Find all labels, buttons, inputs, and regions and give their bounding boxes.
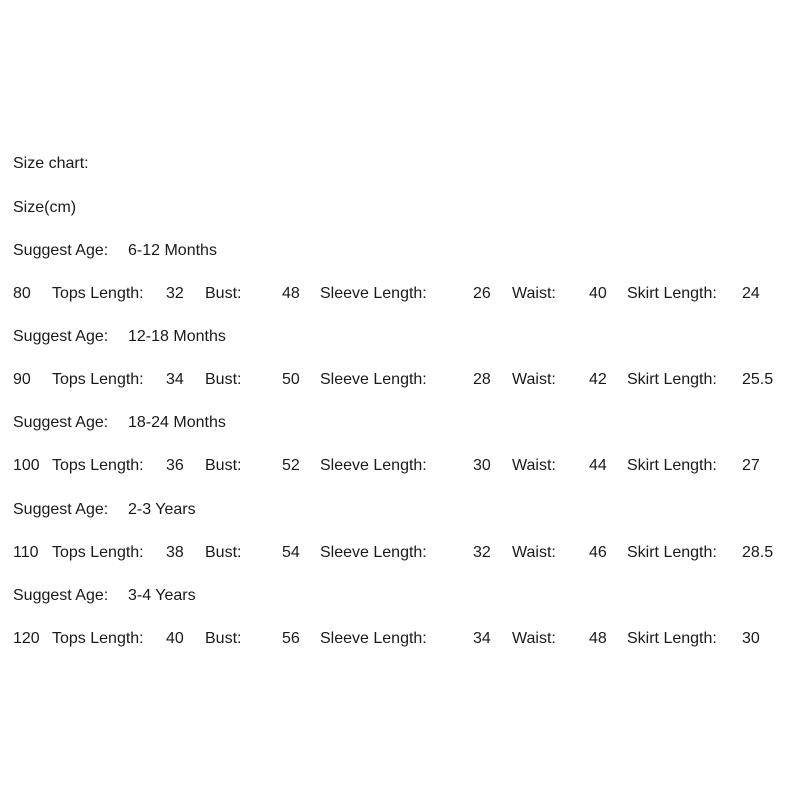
waist-value: 40 xyxy=(589,285,607,302)
waist-label: Waist: xyxy=(512,630,556,647)
tops-length-value: 36 xyxy=(166,457,184,474)
size-row xyxy=(0,543,800,563)
bust-label: Bust: xyxy=(205,544,242,561)
waist-label: Waist: xyxy=(512,457,556,474)
age-label: Suggest Age: xyxy=(13,587,109,604)
skirt-length-label: Skirt Length: xyxy=(627,457,717,474)
bust-label: Bust: xyxy=(205,457,242,474)
size-value: 120 xyxy=(13,630,40,647)
skirt-length-label: Skirt Length: xyxy=(627,285,717,302)
size-row xyxy=(0,629,800,649)
tops-length-value: 38 xyxy=(166,544,184,561)
tops-length-value: 40 xyxy=(166,630,184,647)
age-label: Suggest Age: xyxy=(13,328,109,345)
waist-value: 48 xyxy=(589,630,607,647)
sleeve-length-label: Sleeve Length: xyxy=(320,544,427,561)
skirt-length-value: 25.5 xyxy=(742,371,774,388)
sleeve-length-value: 34 xyxy=(473,630,491,647)
age-line xyxy=(0,586,800,606)
size-row xyxy=(0,370,800,390)
waist-value: 46 xyxy=(589,544,607,561)
bust-value: 56 xyxy=(282,630,300,647)
sleeve-length-value: 28 xyxy=(473,371,491,388)
tops-length-value: 32 xyxy=(166,285,184,302)
size-row xyxy=(0,284,800,304)
waist-value: 42 xyxy=(589,371,607,388)
size-value: 110 xyxy=(13,544,39,561)
bust-label: Bust: xyxy=(205,285,242,302)
bust-value: 52 xyxy=(282,457,300,474)
bust-value: 48 xyxy=(282,285,300,302)
age-value: 2-3 Years xyxy=(128,501,196,518)
skirt-length-value: 30 xyxy=(742,630,760,647)
age-value: 3-4 Years xyxy=(128,587,196,604)
size-value: 80 xyxy=(13,285,31,302)
age-line xyxy=(0,327,800,347)
size-chart-title: Size chart: xyxy=(13,155,89,172)
bust-value: 54 xyxy=(282,544,300,561)
tops-length-label: Tops Length: xyxy=(52,544,144,561)
waist-label: Waist: xyxy=(512,371,556,388)
sleeve-length-label: Sleeve Length: xyxy=(320,630,427,647)
tops-length-value: 34 xyxy=(166,371,184,388)
age-value: 6-12 Months xyxy=(128,242,217,259)
age-value: 12-18 Months xyxy=(128,328,226,345)
skirt-length-value: 27 xyxy=(742,457,760,474)
skirt-length-label: Skirt Length: xyxy=(627,630,717,647)
sleeve-length-value: 32 xyxy=(473,544,491,561)
skirt-length-label: Skirt Length: xyxy=(627,544,717,561)
skirt-length-value: 28.5 xyxy=(742,544,774,561)
sleeve-length-label: Sleeve Length: xyxy=(320,285,427,302)
size-unit-label: Size(cm) xyxy=(13,199,77,216)
sleeve-length-value: 30 xyxy=(473,457,491,474)
size-value: 90 xyxy=(13,371,31,388)
sleeve-length-label: Sleeve Length: xyxy=(320,371,427,388)
bust-value: 50 xyxy=(282,371,300,388)
age-label: Suggest Age: xyxy=(13,501,109,518)
age-label: Suggest Age: xyxy=(13,414,109,431)
waist-value: 44 xyxy=(589,457,607,474)
bust-label: Bust: xyxy=(205,630,242,647)
age-line xyxy=(0,413,800,433)
age-line xyxy=(0,500,800,520)
age-line xyxy=(0,241,800,261)
tops-length-label: Tops Length: xyxy=(52,285,144,302)
size-row xyxy=(0,456,800,476)
size-value: 100 xyxy=(13,457,40,474)
skirt-length-value: 24 xyxy=(742,285,760,302)
age-value: 18-24 Months xyxy=(128,414,226,431)
sleeve-length-value: 26 xyxy=(473,285,491,302)
age-label: Suggest Age: xyxy=(13,242,109,259)
waist-label: Waist: xyxy=(512,544,556,561)
tops-length-label: Tops Length: xyxy=(52,630,144,647)
waist-label: Waist: xyxy=(512,285,556,302)
bust-label: Bust: xyxy=(205,371,242,388)
tops-length-label: Tops Length: xyxy=(52,371,144,388)
tops-length-label: Tops Length: xyxy=(52,457,144,474)
sleeve-length-label: Sleeve Length: xyxy=(320,457,427,474)
skirt-length-label: Skirt Length: xyxy=(627,371,717,388)
